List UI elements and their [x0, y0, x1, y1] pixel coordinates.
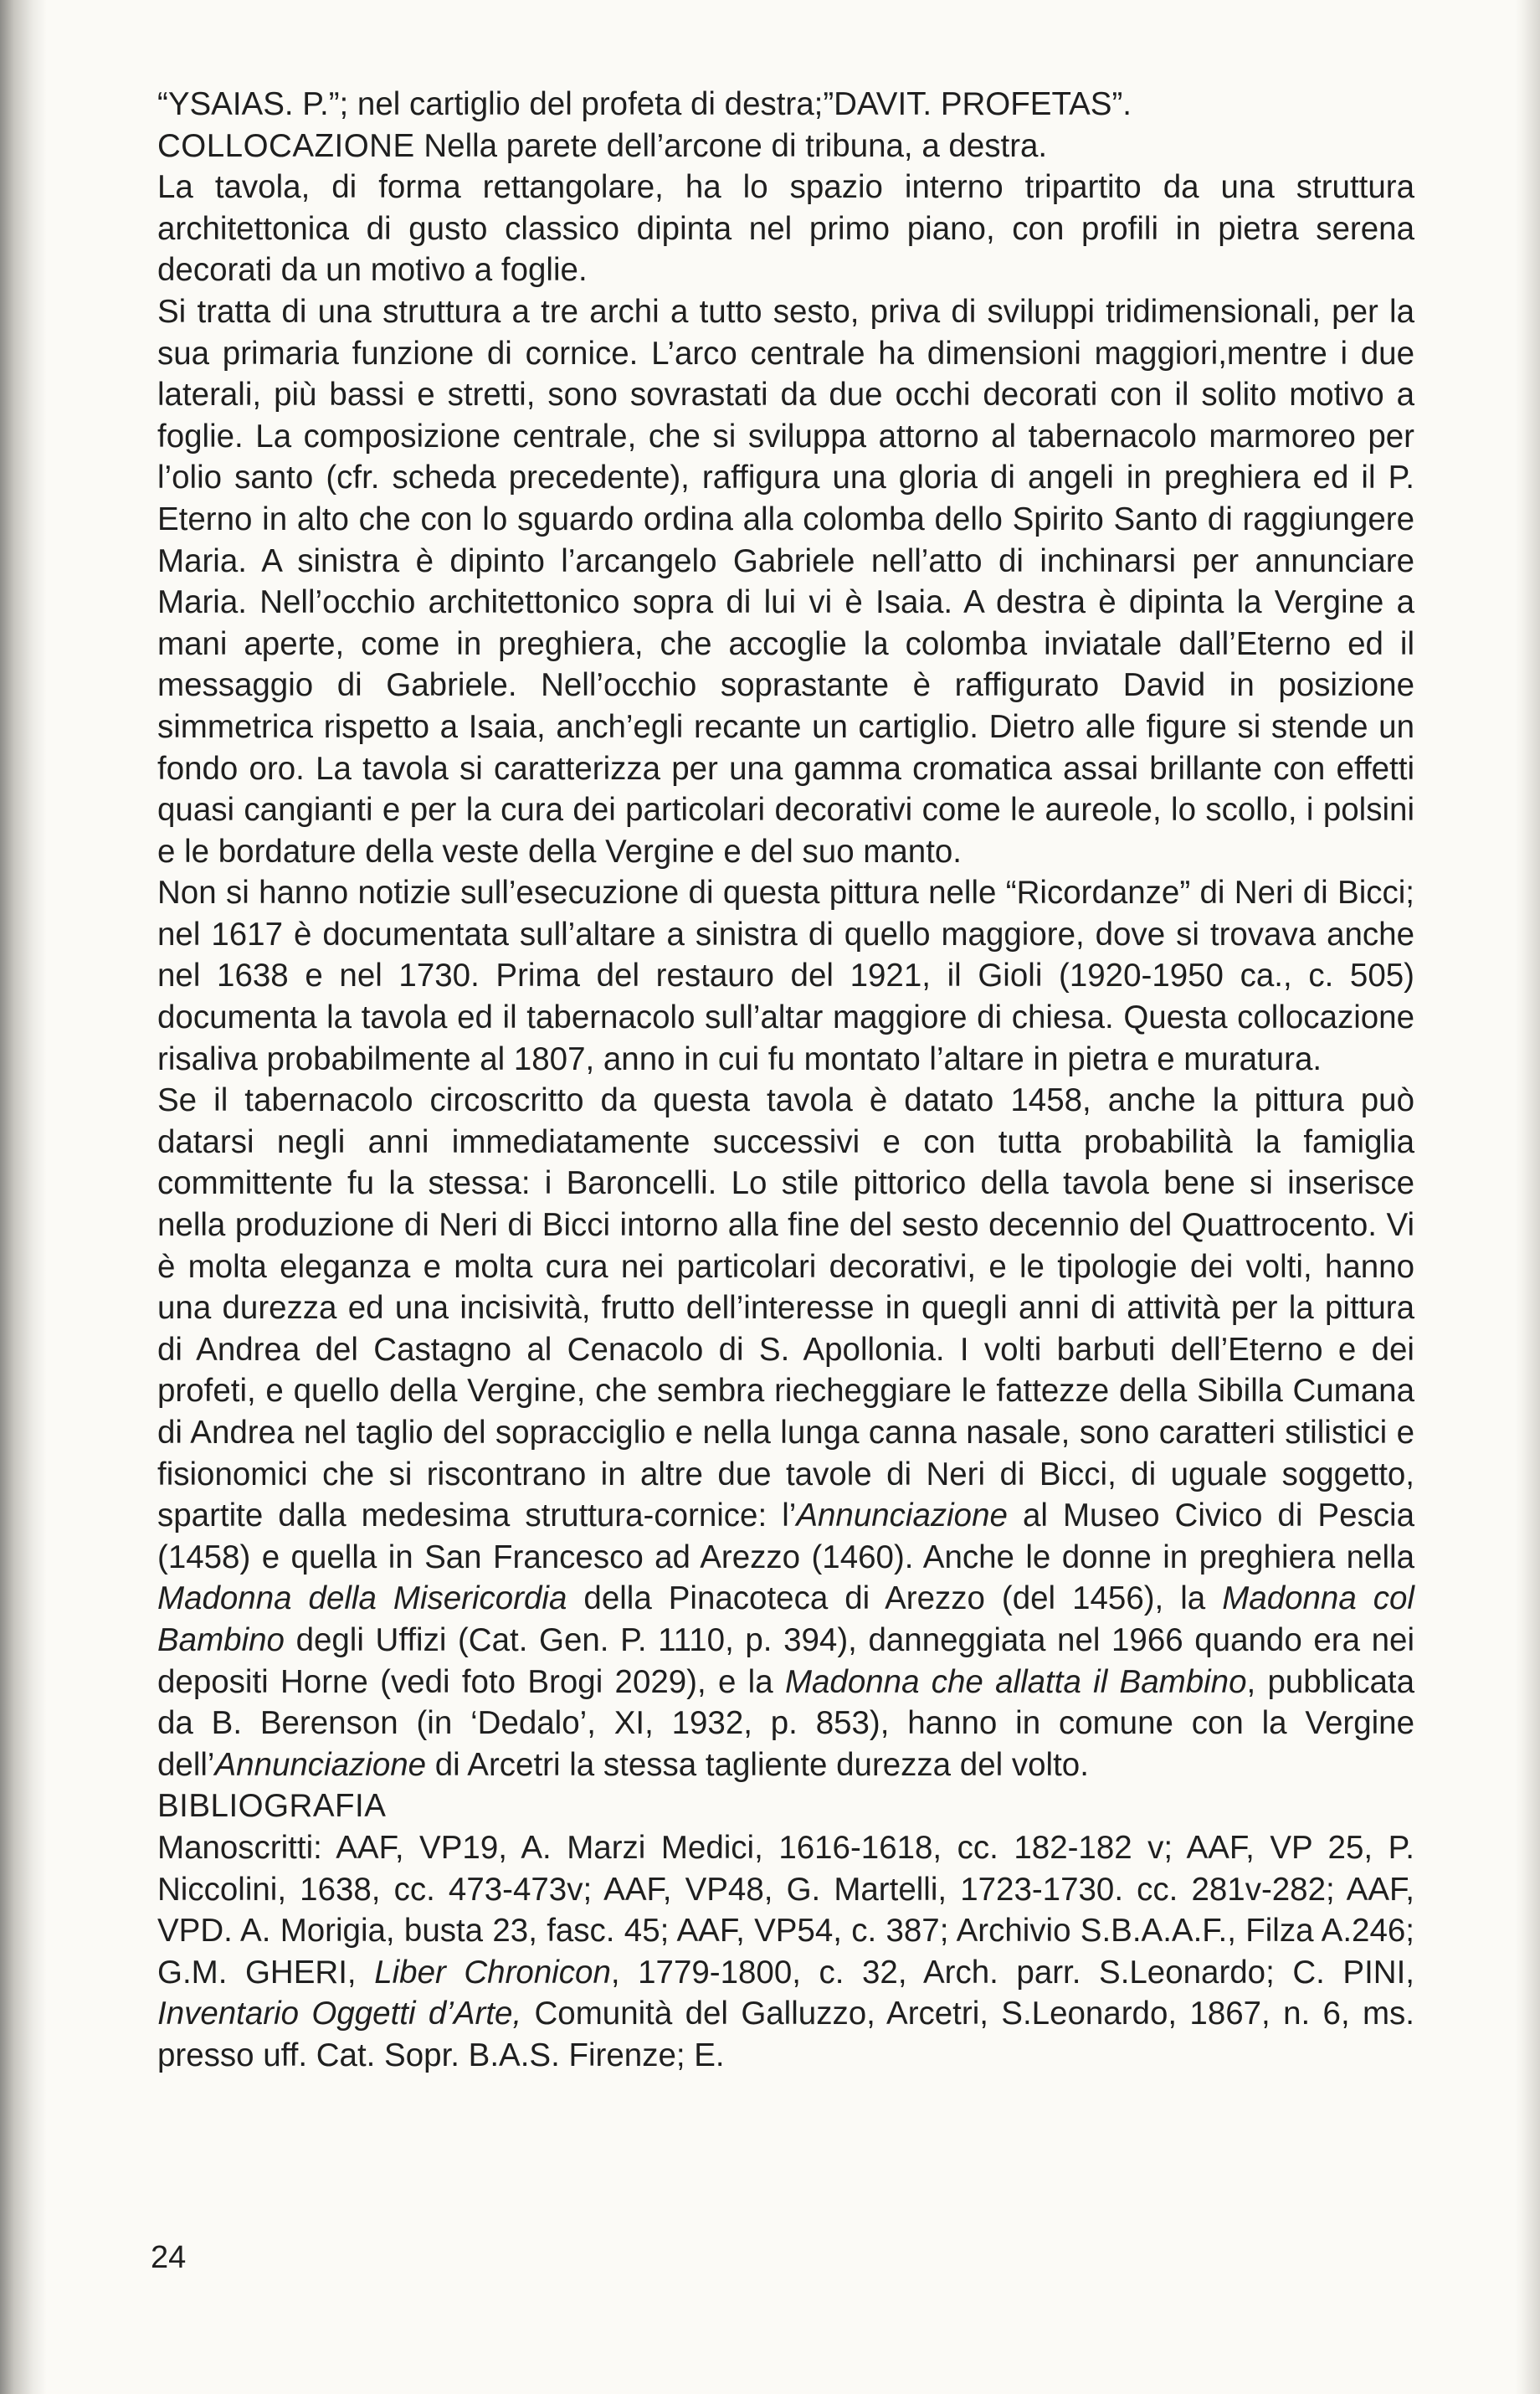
attribution-paragraph [157, 1080, 1414, 1785]
attribution-text-3: della Pinacoteca di Arezzo (del 1456), la [567, 1580, 1223, 1617]
page-edge [1515, 0, 1540, 2394]
bibliografia-paragraph [157, 1827, 1414, 2077]
bibliografia-heading: BIBLIOGRAFIA [157, 1788, 387, 1825]
bib-title-inventario: Inventario Oggetti d’Arte, [157, 1996, 522, 2032]
work-title-annunciazione-pescia: Annunciazione [796, 1498, 1008, 1534]
work-title-madonna-misericordia: Madonna della Misericordia [157, 1580, 567, 1617]
work-title-annunciazione-arcetri: Annunciazione [214, 1746, 427, 1783]
collocazione-text: Nella parete dell’arcone di tribuna, a destra. [414, 127, 1048, 164]
inscription-line: “YSAIAS. P.”; nel cartiglio del profeta di destra;”DAVIT. PROFETAS”. [157, 86, 1132, 122]
catalog-entry-text [157, 84, 1414, 2077]
bibliografia-text-1: Manoscritti: AAF, VP19, A. Marzi Medici, 1616-1618, cc. 182-182 v; AAF, VP 25, P. Niccolini, 1638, cc. 473-473v; AAF, VP48, G. Martelli, 1723-1730. cc. 281v-282; AAF, VPD. A. Morigia, busta 23, fasc. 45; AAF, VP54, c. 387; Archivio S.B.A.A.F., Filza A.246; G.M. GHERI, [157, 1829, 1414, 1991]
bibliografia-text-2: , 1779-1800, c. 32, Arch. parr. S.Leonardo; C. PINI, [610, 1954, 1415, 1991]
attribution-text-6: di Arcetri la stessa tagliente durezza del volto. [426, 1746, 1089, 1783]
attribution-text-1: Se il tabernacolo circoscritto da questa tavola è datato 1458, anche la pittura può datarsi negli anni immediatamente successivi e con tutta probabilità la famiglia committente fu la stessa: i Baroncelli. Lo stile pittorico della tavola bene si inserisce nella produzione di Neri di Bicci intorno alla fine del sesto decennio del Quattrocento. Vi è molta eleganza e molta cura nei particolari decorativi, e le tipologie dei volti, hanno una durezza ed una incisività, frutto dell’interesse in quegli anni di attività per la pittura di Andrea del Castagno al Cenacolo di S. Apollonia. I volti barbuti dell’Eterno e dei profeti, e quello della Vergine, che sembra riecheggiare le fattezze della Sibilla Cumana di Andrea nel taglio del sopracciglio e nella lunga canna nasale, sono caratteri stilistici e fisionomici che si riscontrano in altre due tavole di Neri di Bicci, di uguale soggetto, spartite dalla medesima struttura-cornice: l’ [157, 1082, 1414, 1534]
binding-shadow [0, 0, 47, 2394]
description-paragraph-1: La tavola, di forma rettangolare, ha lo spazio interno tripartito da una struttura architettonica di gusto classico dipinta nel primo piano, con profili in pietra serena decorati da un motivo a foglie. [157, 169, 1414, 289]
work-title-madonna-col-bambino: Madonna col Bambino [157, 1580, 1414, 1658]
description-paragraph-2: Si tratta di una struttura a tre archi a tutto sesto, priva di sviluppi tridimensionali, per la sua primaria funzione di cornice. L’arco centrale ha dimensioni maggiori,mentre i due laterali, più bassi e stretti, sono sovrastati da due occhi decorati con il solito motivo a foglie. La composizione centrale, che si sviluppa attorno al tabernacolo marmoreo per l’olio santo (cfr. scheda precedente), raffigura una gloria di angeli in preghiera ed il P. Eterno in alto che con lo sguardo ordina alla colomba dello Spirito Santo di raggiungere Maria. A sinistra è dipinto l’arcangelo Gabriele nell’atto di inchinarsi per annunciare Maria. Nell’occhio architettonico sopra di lui vi è Isaia. A destra è dipinta la Vergine a mani aperte, come in preghiera, che accoglie la colomba inviatale dall’Eterno ed il messaggio di Gabriele. Nell’occhio soprastante è raffigurato David in posizione simmetrica rispetto a Isaia, anch’egli recante un cartiglio. Dietro alle figure si stende un fondo oro. La tavola si caratterizza per una gamma cromatica assai brillante con effetti quasi cangianti e per la cura dei particolari decorativi come le aureole, lo scollo, i polsini e le bordature della veste della Vergine e del suo manto. [157, 293, 1414, 870]
collocazione-paragraph [157, 126, 1414, 167]
attribution-text-2: al Museo Civico di Pescia (1458) e quella in San Francesco ad Arezzo (1460). Anche le donne in preghiera nella [157, 1498, 1414, 1575]
history-paragraph: Non si hanno notizie sull’esecuzione di questa pittura nelle “Ricordanze” di Neri di Bicci; nel 1617 è documentata sull’altare a sinistra di quello maggiore, dove si trovava anche nel 1638 e nel 1730. Prima del restauro del 1921, il Gioli (1920-1950 ca., c. 505) documenta la tavola ed il tabernacolo sull’altar maggiore di chiesa. Questa collocazione risaliva probabilmente al 1807, anno in cui fu montato l’altare in pietra e muratura. [157, 875, 1414, 1077]
collocazione-heading: COLLOCAZIONE [157, 127, 415, 164]
page-number: 24 [151, 2240, 187, 2275]
attribution-text-5: , pubblicata da B. Berenson (in ‘Dedalo’, XI, 1932, p. 853), hanno in comune con la Vergine dell’ [157, 1663, 1415, 1783]
bibliografia-text-3: Comunità del Galluzzo, Arcetri, S.Leonardo, 1867, n. 6, ms. presso uff. Cat. Sopr. B.A.S. Firenze; E. [157, 1996, 1414, 2073]
work-title-madonna-che-allatta: Madonna che allatta il Bambino [784, 1663, 1247, 1700]
attribution-text-4: degli Uffizi (Cat. Gen. P. 1110, p. 394), danneggiata nel 1966 quando era nei depositi Horne (vedi foto Brogi 2029), e la [157, 1621, 1414, 1700]
bib-title-liber-chronicon: Liber Chronicon [374, 1954, 611, 1991]
